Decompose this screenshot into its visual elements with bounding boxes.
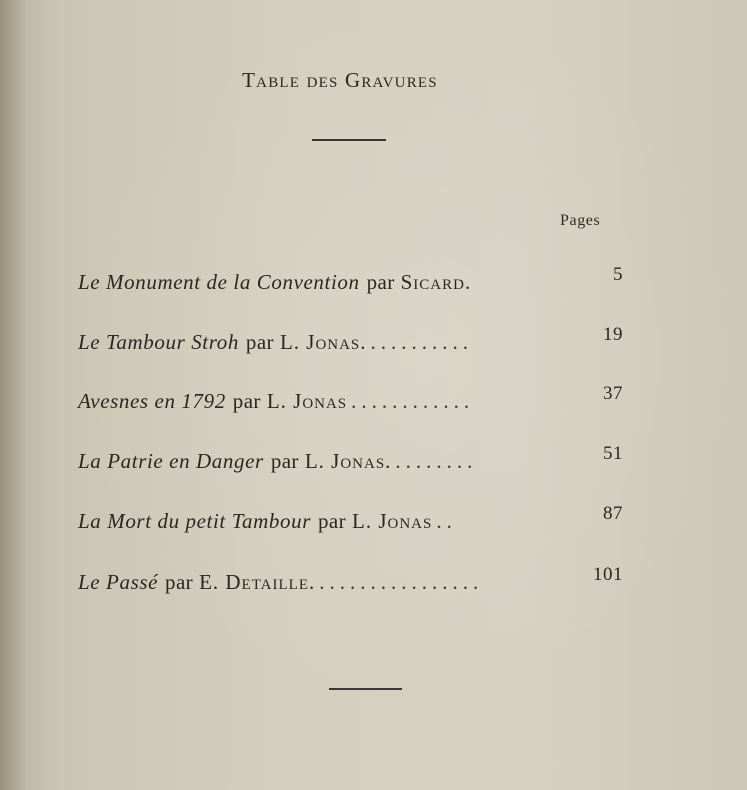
toc-entry bbox=[78, 383, 623, 419]
page-number: 101 bbox=[593, 564, 623, 585]
entry-by: par bbox=[318, 509, 347, 533]
toc-entry bbox=[78, 264, 623, 300]
bottom-divider bbox=[329, 688, 402, 690]
dot-leader: .. bbox=[436, 509, 457, 533]
toc-entry bbox=[78, 503, 623, 539]
page-number: 51 bbox=[603, 443, 623, 464]
engraving-title: Le Tambour Stroh bbox=[78, 330, 239, 354]
entry-by: par bbox=[165, 570, 194, 594]
dot-leader: ................ bbox=[319, 570, 484, 594]
page-number: 19 bbox=[603, 324, 623, 345]
entry-by: par bbox=[270, 449, 299, 473]
page-number: 37 bbox=[603, 383, 623, 404]
engraving-title: La Patrie en Danger bbox=[78, 449, 264, 473]
toc-entry bbox=[78, 564, 623, 600]
entry-by: par bbox=[245, 330, 274, 354]
top-divider bbox=[312, 139, 386, 141]
artist-name: L. Jonas. bbox=[279, 330, 367, 354]
artist-name: L. Jonas. bbox=[304, 449, 392, 473]
engraving-title: Le Passé bbox=[78, 570, 159, 594]
page-title: Table des Gravures bbox=[242, 68, 438, 92]
artist-name: Sicard. bbox=[400, 270, 472, 294]
page-number: 87 bbox=[603, 503, 623, 524]
pages-column-header: Pages bbox=[560, 212, 601, 229]
toc-entry bbox=[78, 324, 623, 360]
engraving-title: Avesnes en 1792 bbox=[78, 389, 226, 413]
dot-leader: ........ bbox=[395, 449, 478, 473]
dot-leader: .......... bbox=[370, 330, 474, 354]
artist-name: L. Jonas bbox=[266, 389, 348, 413]
dot-leader: ............ bbox=[351, 389, 475, 413]
engraving-title: Le Monument de la Convention bbox=[78, 270, 360, 294]
artist-name: L. Jonas bbox=[352, 509, 433, 533]
artist-name: E. Detaille. bbox=[199, 570, 316, 594]
entry-by: par bbox=[232, 389, 261, 413]
toc-entry bbox=[78, 443, 623, 479]
entry-by: par bbox=[366, 270, 395, 294]
page-number: 5 bbox=[613, 264, 623, 285]
engraving-title: La Mort du petit Tambour bbox=[78, 509, 311, 533]
